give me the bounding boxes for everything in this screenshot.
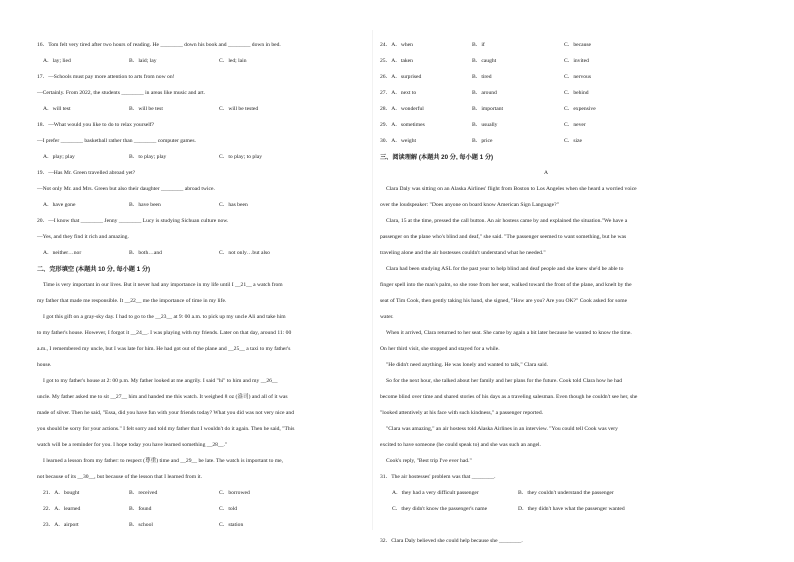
text-line: 19．—Has Mr. Green travelled abroad yet?	[37, 170, 136, 176]
option-a: 28．A．wonderful	[380, 106, 424, 112]
option-a: A．play; play	[43, 154, 75, 160]
text-line: become blind over time and shared stories of his days as a traveling salesman. Even though he couldn't see her, she	[380, 394, 638, 400]
text-line: a.m., I remembered my uncle, but I was late for him. He had got out of the plane and __25__ a taxi to my father's	[37, 346, 291, 352]
text-line: not because of its __30__, but because of the lesson that I learned from it.	[37, 474, 202, 480]
option-b: B．if	[472, 42, 485, 48]
text-line: passenger on the plane who's blind and deaf," she said. "The passenger seemed to want something, but he was	[380, 234, 627, 240]
option-a: 25．A．taken	[380, 58, 413, 64]
option-b: B．important	[472, 106, 504, 112]
option-b: B．laid; lay	[129, 58, 157, 64]
option-c: C．behind	[564, 90, 589, 96]
option-b: B．price	[472, 138, 493, 144]
option-c: C．because	[564, 42, 592, 48]
text-line: excited to have someone (he could speak to) and she was such an angel.	[380, 442, 541, 448]
text-line: "looked attentively at his face with such kindness," a passenger reported.	[380, 410, 544, 416]
text-line: watch will be a reminder for you. I hope today you have learned something __28__."	[37, 442, 228, 448]
text-line: Clara had been studying ASL for the past year to help blind and deaf people and she knew she'd be able to	[386, 266, 624, 272]
section-heading-reading: 三、阅读理解 (本题共 20 分, 每小题 1 分)	[380, 154, 494, 161]
option-c: C．will be tested	[219, 106, 259, 112]
option-b: B．caught	[472, 58, 497, 64]
text-line: seat of Tim Cook, then gently taking his hand, she signed, "How are you? Are you OK?" Cook asked for some	[380, 298, 628, 304]
text-line: —Yes, and they find it rich and amazing.	[37, 234, 129, 240]
option-c: C．has been	[219, 202, 248, 208]
option-c: C．led; lain	[219, 58, 247, 64]
text-line: I learned a lesson from my father: to respect (尊重) time and __29__ be late. The watch is important to me,	[43, 458, 284, 464]
text-line: 18．—What would you like to do to relax yourself?	[37, 122, 155, 128]
text-line: Clara, 15 at the time, pressed the call button. An air hostess came by and explained the situation."We have a	[386, 218, 628, 224]
text-line: you should be sorry for your actions." I felt sorry and told my father that I wouldn't do it again. Then he said, "This	[37, 426, 295, 432]
option-a: 23．A．airport	[43, 522, 79, 528]
text-line: On her third visit, she stopped and stayed for a while.	[380, 346, 500, 352]
option-b: B．will be test	[129, 106, 163, 112]
text-line: So for the next hour, she talked about her family and her plans for the future. Cook told Clara how he had	[386, 378, 623, 384]
option-a: 26．A．surprised	[380, 74, 422, 80]
text-line: —I prefer ________ basketball rather than ________ computer games.	[37, 138, 196, 144]
text-line: finger spell into the man's palm, so she rose from her seat, walked toward the front of the plane, and knelt by the	[380, 282, 632, 288]
option-a: 27．A．next to	[380, 90, 417, 96]
text-line: 16．Tom felt very tired after two hours of reading. He ________ down his book and ________ down in bed.	[37, 42, 281, 48]
option-c: C．invited	[564, 58, 589, 64]
text-line: When it arrived, Clara returned to her seat. She came by again a bit later because he wanted to know the time.	[386, 330, 632, 336]
option-left: A．they had a very difficult passenger	[392, 490, 479, 496]
text-line: my father that made me responsible. It __22__ me the importance of time in my life.	[37, 298, 227, 304]
text-line: —Not only Mr. and Mrs. Green but also their daughter ________ abroad twice.	[37, 186, 215, 192]
section-heading-cloze: 二、完形填空 (本题共 10 分, 每小题 1 分)	[37, 266, 151, 273]
option-a: A．neither…nor	[43, 250, 82, 256]
text-line: house.	[37, 362, 52, 368]
text-line: over the loudspeaker: "Does anyone on board know American Sign Language?"	[380, 202, 559, 208]
text-line: uncle. My father asked me to sit __27__ him and handed me this watch. It weighed 8 oz (盎司) and all of it was	[37, 394, 288, 400]
text-line: "He didn't need anything. He was lonely and wanted to talk," Clara said.	[386, 362, 549, 368]
option-b: B．usually	[472, 122, 498, 128]
option-c: C．told	[219, 506, 238, 512]
option-b: B．received	[129, 490, 158, 496]
option-c: C．nervous	[564, 74, 592, 80]
text-line: I got this gift on a gray-sky day. I had to go to the __23__ at 9: 00 a.m. to pick up my uncle Ali and take him	[43, 314, 286, 320]
option-b: B．tired	[472, 74, 492, 80]
option-b: B．to play; play	[129, 154, 167, 160]
text-line: made of silver. Then he said, "Essa, did you have fun with your friends today? What you did was not very nice and	[37, 410, 294, 416]
option-right: B．they couldn't understand the passenger	[518, 490, 614, 496]
option-b: B．have been	[129, 202, 161, 208]
text-line: 31．The air hostesses' problem was that ________.	[380, 474, 496, 480]
option-a: 21．A．bought	[43, 490, 80, 496]
option-c: C．not only…but also	[219, 250, 270, 256]
option-c: C．station	[219, 522, 244, 528]
option-c: C．borrowed	[219, 490, 250, 496]
option-b: B．both…and	[129, 250, 162, 256]
text-line: Cook's reply, "Best trip I've ever had."	[386, 458, 472, 464]
text-line: "Clara was amazing," an air hostess told Alaska Airlines in an interview. "You could tell Cook was very	[386, 426, 618, 432]
text-line: Time is very important in our lives. But it never had any importance in my life until I __21__ a watch from	[43, 282, 283, 288]
option-a: 30．A．weight	[380, 138, 417, 144]
option-b: B．found	[129, 506, 152, 512]
option-a: 24．A．when	[380, 42, 413, 48]
text-line: —Certainly. From 2022, the students ________ in areas like music and art.	[37, 90, 206, 96]
option-right: D．they didn't have what the passenger wanted	[518, 506, 625, 512]
column-divider	[372, 30, 373, 530]
text-line: I got to my father's house at 2: 00 p.m. My father looked at me angrily. I said "hi" to him and my __26__	[43, 378, 278, 384]
passage-label: A	[544, 170, 549, 176]
option-b: B．school	[129, 522, 153, 528]
text-line: Clara Daly was sitting on an Alaska Airlines' flight from Boston to Los Angeles when she heard a worried voice	[386, 186, 637, 192]
option-c: C．to play; to play	[219, 154, 263, 160]
option-c: C．never	[564, 122, 586, 128]
option-a: A．lay; lied	[43, 58, 71, 64]
text-line: to my father's house. However, I forgot it __24__. I was playing with my friends. Later on that day, around 11: 00	[37, 330, 292, 336]
text-line: 32．Clara Daly believed she could help because she ________.	[380, 538, 523, 544]
text-line: 20．—I know that ________ Jenny ________ Lucy is studying Sichuan culture now.	[37, 218, 229, 224]
option-c: C．expensive	[564, 106, 596, 112]
option-c: C．size	[564, 138, 583, 144]
option-a: A．will test	[43, 106, 71, 112]
text-line: traveling alone and the air hostesses couldn't understand what he needed."	[380, 250, 546, 256]
option-a: A．have gone	[43, 202, 76, 208]
text-line: 17．—Schools must pay more attention to arts from now on!	[37, 74, 175, 80]
option-b: B．around	[472, 90, 497, 96]
text-line: water.	[380, 314, 394, 320]
option-a: 22．A．learned	[43, 506, 81, 512]
option-left: C．they didn't know the passenger's name	[392, 506, 488, 512]
option-a: 29．A．sometimes	[380, 122, 425, 128]
